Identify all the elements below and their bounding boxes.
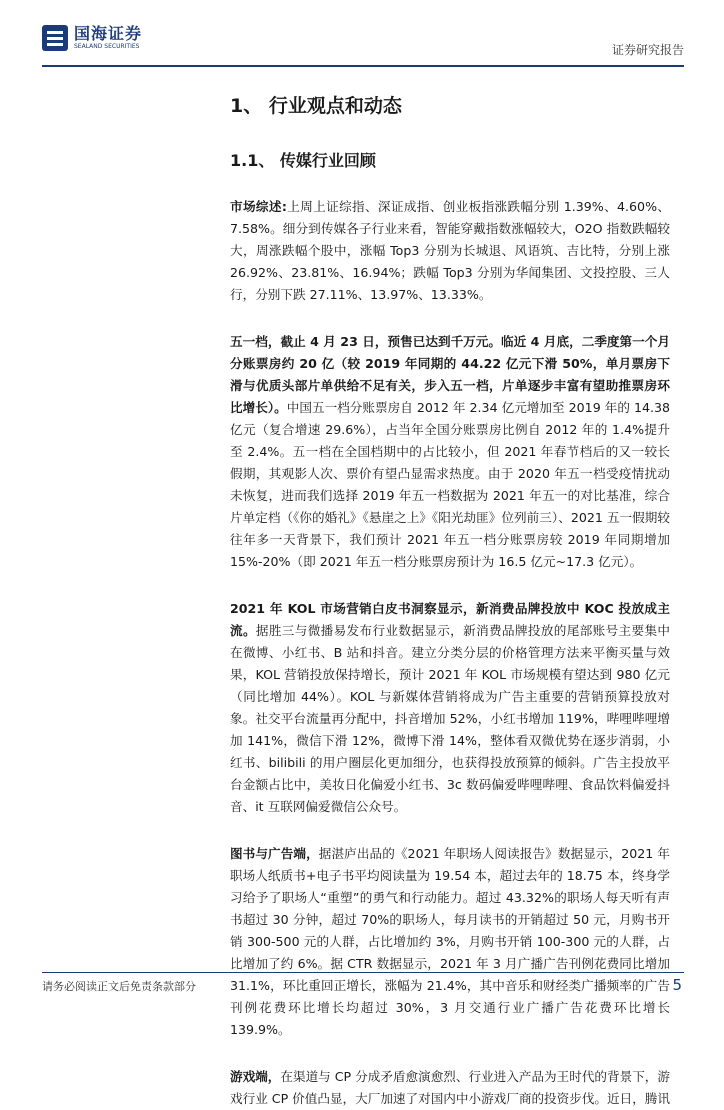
logo-icon: [42, 25, 68, 51]
company-logo: [42, 25, 142, 51]
paragraph-kol-marketing: [230, 598, 670, 818]
paragraph-lead: 图书与广告端，: [230, 846, 319, 861]
subsection-title: 1.1、 传媒行业回顾: [230, 151, 376, 170]
paragraph-text: 据湛庐出品的《2021 年职场人阅读报告》数据显示，2021 年职场人纸质书+电子书平均阅读量为 19.54 本，超过去年的 18.75 本，终身学习给予了职场人“重塑”的勇气和行动能力。超过 43.32%的职场人每天听有声书超过 30 分钟，超过 70%的职场人，每月读书的开销超过 50 元，月购书开销 300-500 元的人群，占比增加约 3%，月购书开销 100-300 元的人群，占比增加了约 6%。据 CTR 数据显示，2021 年 3 月广播广告刊例花费同比增加 31.1%，环比重回正增长，涨幅为 21.4%，其中音乐和财经类广播频率的广告刊例花费环比增长均超过 30%，3 月交通行业广播广告花费环比增长 139.9%。: [230, 846, 670, 1037]
report-type-label: 证券研究报告: [611, 43, 684, 57]
paragraph-text: 上周上证综指、深证成指、创业板指涨跌幅分别 1.39%、4.60%、7.58%。细分到传媒各子行业来看，智能穿戴指数涨幅较大，O2O 指数跌幅较大，周涨跌幅个股中，涨幅 Top3 分别为长城退、风语筑、吉比特，分别上涨 26.92%、23.81%、16.94%；跌幅 Top3 分别为华闻集团、文投控股、三人行，分别下跌 27.11%、13.97%、13.33%。: [230, 199, 670, 302]
paragraph-gaming: [230, 1066, 670, 1110]
footer-divider: [42, 972, 684, 973]
paragraph-lead: 游戏端，: [230, 1069, 281, 1084]
paragraph-may-day-box-office: [230, 331, 670, 573]
paragraph-lead: 五一档，截止 4 月 23 日，预售已达到千万元。临近 4 月底，二季度第一个月分账票房约 20 亿（较 2019 年同期的 44.22 亿元下滑 50%，单月票房下滑与优质头部片单供给不足有关，步入五一档，片单逐步丰富有望助推票房环比增长）。: [230, 334, 670, 415]
logo-name-en: SEALAND SECURITIES: [74, 43, 140, 50]
page-header: [42, 25, 684, 67]
page-number: 5: [672, 976, 682, 994]
footer-disclaimer: 请务必阅读正文后免责条款部分: [42, 980, 196, 993]
paragraph-market-overview: [230, 196, 670, 306]
paragraph-books-advertising: [230, 843, 670, 1041]
paragraph-text: 据胜三与微播易发布行业数据显示，新消费品牌投放的尾部账号主要集中在微博、小红书、B 站和抖音。建立分类分层的价格管理方法来平衡买量与效果，KOL 营销投放保持增长，预计 2021 年 KOL 市场规模有望达到 980 亿元（同比增加 44%）。KOL 与新媒体营销将成为广告主重要的营销预算投放对象。社交平台流量再分配中，抖音增加 52%，小红书增加 119%，哔哩哔哩增加 141%，微信下滑 12%，微博下滑 14%，整体看双微优势在逐步消弱，小红书、bilibili 的用户圈层化更加细分，也获得投放预算的倾斜。广告主投放平台金额占比中，美妆日化偏爱小红书、3c 数码偏爱哔哩哔哩、食品饮料偏爱抖音、it 互联网偏爱微信公众号。: [230, 623, 671, 814]
paragraph-text: 在渠道与 CP 分成矛盾愈演愈烈、行业进入产品为王时代的背景下，游戏行业 CP 价值凸显，大厂加速了对国内中小游戏厂商的投资步伐。近日，腾讯: [230, 1069, 670, 1106]
report-body: [230, 88, 670, 1110]
paragraph-lead: 市场综述:: [230, 199, 287, 214]
paragraph-lead: 2021 年 KOL 市场营销白皮书洞察显示，新消费品牌投放中 KOC 投放成主流。: [230, 601, 670, 638]
paragraph-text: 中国五一档分账票房自 2012 年 2.34 亿元增加至 2019 年的 14.38 亿元（复合增速 29.6%），占当年全国分账票房比例自 2012 年的 1.4%提升至 2.4%。五一档在全国档期中的占比较小，但 2021 年春节档后的又一较长假期，其观影人次、票价有望凸显需求热度。由于 2020 年五一档受疫情扰动未恢复，进而我们选择 2019 年五一档数据为 2021 年五一的对比基准，综合片单定档（《你的婚礼》《悬崖之上》《阳光劫匪》位列前三）、2021 五一假期较往年多一天背景下，我们预计 2021 年五一档分账票房较 2019 年同期增加 15%-20%（即 2021 年五一档分账票房预计为 16.5 亿元~17.3 亿元）。: [230, 400, 671, 569]
section-title: 1、 行业观点和动态: [230, 95, 402, 117]
logo-name-cn: 国海证券: [74, 24, 143, 43]
